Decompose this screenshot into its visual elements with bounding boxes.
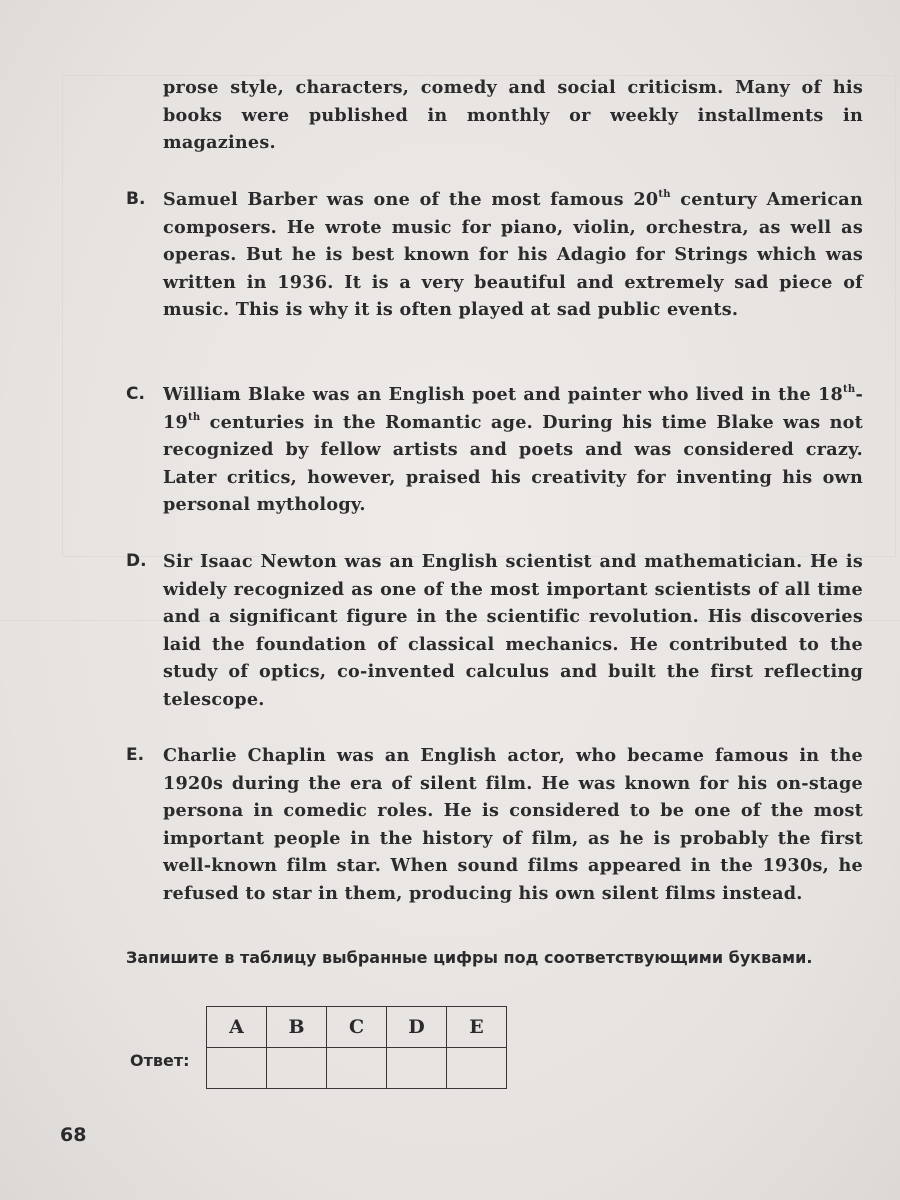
answer-cell-a[interactable] [207, 1048, 267, 1089]
item-letter: C. [126, 384, 145, 404]
item-letter: E. [126, 745, 145, 765]
item-text: William Blake was an English poet and painter who lived in the 18th-19th centuries in the Romantic age. During his time Blake was not recognized by fellow artists and poets and was considered crazy. Later critics, however, praised his creativity for inventing his own personal mythology. [163, 384, 863, 516]
item-letter: D. [126, 551, 147, 571]
item-letter: B. [126, 189, 146, 209]
answer-cell-d[interactable] [387, 1048, 447, 1089]
answer-cell-e[interactable] [447, 1048, 507, 1089]
item-text: Charlie Chaplin was an English actor, who became famous in the 1920s during the era of silent film. He was known for his on-stage persona in comedic roles. He is considered to be one of the most important people in the history of film, as he is probably the first well-known film star. When sound films appeared in the 1930s, he refused to star in them, producing his own silent films instead. [163, 745, 863, 904]
answer-header-e: E [447, 1007, 507, 1048]
answer-label: Ответ: [130, 1051, 190, 1070]
page-number: 68 [60, 1124, 87, 1146]
answer-header-a: A [207, 1007, 267, 1048]
answer-header-d: D [387, 1007, 447, 1048]
instruction-text: Запишите в таблицу выбранные цифры под соответствующими буквами. [126, 948, 813, 967]
answer-header-c: C [327, 1007, 387, 1048]
item-text: Sir Isaac Newton was an English scientist and mathematician. He is widely recognized as one of the most important scientists of all time and a significant figure in the scientific revolution. His discoveries laid the foundation of classical mechanics. He contributed to the study of optics, co-invented calculus and built the first reflecting telescope. [163, 551, 863, 710]
answer-cell-c[interactable] [327, 1048, 387, 1089]
answer-table [206, 1006, 507, 1089]
answer-cell-b[interactable] [267, 1048, 327, 1089]
item-text: Samuel Barber was one of the most famous 20th century American composers. He wrote music for piano, violin, orchestra, as well as operas. But he is best known for his Adagio for Strings which was written in 1936. It is a very beautiful and extremely sad piece of music. This is why it is often played at sad public events. [163, 189, 863, 321]
continued-paragraph: prose style, characters, comedy and social criticism. Many of his books were published in monthly or weekly installments in magazines. [163, 77, 863, 154]
answer-header-b: B [267, 1007, 327, 1048]
